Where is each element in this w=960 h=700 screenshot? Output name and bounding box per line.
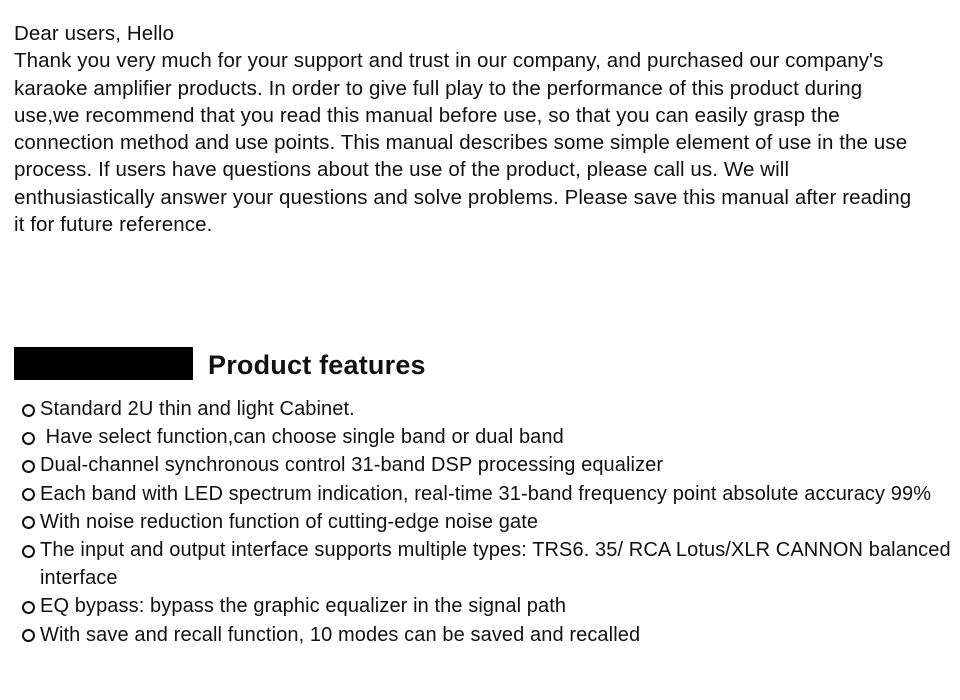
circle-bullet-icon (22, 516, 35, 529)
circle-bullet-icon (22, 488, 35, 501)
feature-item (22, 621, 952, 649)
feature-item (22, 395, 952, 423)
section-header-bar (14, 347, 193, 380)
feature-text: With save and recall function, 10 modes can be saved and recalled (40, 623, 641, 646)
feature-text: With noise reduction function of cutting-edge noise gate (40, 510, 539, 533)
product-features-header (14, 344, 426, 382)
feature-list (22, 395, 952, 649)
feature-text: Have select function,can choose single band or dual band (40, 426, 564, 449)
circle-bullet-icon (22, 629, 35, 642)
feature-item (22, 592, 952, 620)
greeting-text: Dear users, Hello (14, 22, 175, 45)
intro-section (14, 20, 914, 238)
feature-item (22, 480, 952, 508)
circle-bullet-icon (22, 601, 35, 614)
section-title: Product features (208, 350, 426, 380)
feature-item (22, 451, 952, 479)
feature-text: Standard 2U thin and light Cabinet. (40, 398, 355, 420)
feature-item (22, 536, 952, 592)
feature-item (22, 508, 952, 536)
circle-bullet-icon (22, 460, 35, 473)
feature-text: Each band with LED spectrum indication, real-time 31-band frequency point absolute accuracy 99% (40, 482, 932, 505)
intro-paragraph: Thank you very much for your support and trust in our company, and purchased our company's karaoke amplifier products. In order to give full play to the performance of this product during use,we recommend that you read this manual before use, so that you can easily grasp the connection method and use points. This manual describes some simple element of use in the use process. If users have questions about the use of the product, please call us. We will enthusiastically answer your questions and solve problems. Please save this manual after reading it for future reference. (14, 49, 912, 237)
circle-bullet-icon (22, 432, 35, 445)
circle-bullet-icon (22, 404, 35, 417)
circle-bullet-icon (22, 545, 35, 558)
feature-text: The input and output interface supports multiple types: TRS6. 35/ RCA Lotus/XLR CANNON balanced interface (40, 539, 951, 590)
feature-text: Dual-channel synchronous control 31-band DSP processing equalizer (40, 454, 664, 477)
feature-text: EQ bypass: bypass the graphic equalizer in the signal path (40, 595, 567, 618)
feature-item (22, 423, 952, 451)
